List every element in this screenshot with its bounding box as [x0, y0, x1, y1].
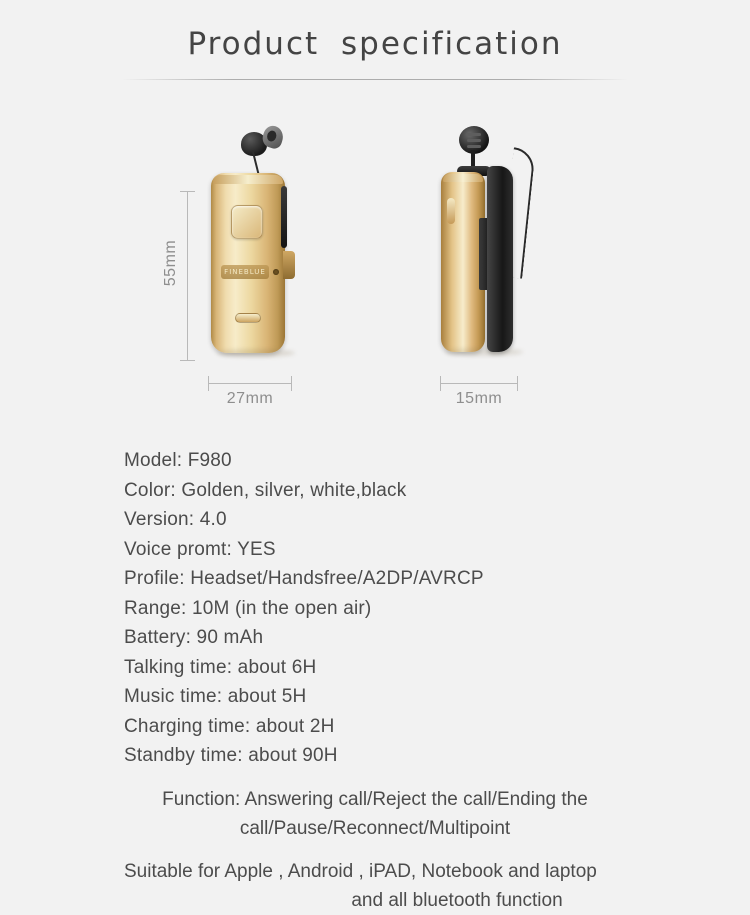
- page-header: [0, 0, 750, 80]
- spec-item: Version: 4.0: [124, 509, 227, 530]
- spec-item: Range: 10M (in the open air): [124, 597, 372, 619]
- dimension-cap-right: [517, 376, 518, 391]
- spec-item: Charging time: about 2H: [124, 715, 335, 737]
- volume-rocker: [283, 251, 295, 279]
- compatibility-line-1: Suitable for Apple , Android , iPAD, Notebook and laptop: [124, 860, 597, 882]
- dimension-line-horizontal: [208, 383, 292, 384]
- side-width-dimension-label: 15mm: [455, 390, 503, 407]
- dimension-cap-top: [180, 191, 195, 192]
- spec-item: Standby time: about 90H: [124, 745, 338, 766]
- spec-item: Music time: about 5H: [124, 686, 307, 707]
- compatibility-line-2: and all bluetooth function: [351, 889, 563, 911]
- back-clip-front: [281, 186, 287, 248]
- multifunction-button: [231, 205, 263, 239]
- product-image-area: [0, 106, 750, 436]
- headset-front-view: [203, 126, 303, 376]
- function-line-2: call/Pause/Reconnect/Multipoint: [239, 817, 511, 839]
- body-side-strip: [443, 174, 483, 182]
- dimension-cap-left: [208, 376, 209, 391]
- front-width-dimension-label: 27mm: [226, 390, 274, 407]
- led-indicator-icon: [273, 269, 279, 275]
- spec-item: Profile: Headset/Handsfree/A2DP/AVRCP: [124, 568, 484, 589]
- dimension-line-horizontal: [440, 383, 518, 384]
- device-body-front: [211, 173, 285, 353]
- dimension-line-vertical: [187, 191, 188, 361]
- dimension-cap-right: [291, 376, 292, 391]
- charging-port: [235, 313, 261, 323]
- drop-shadow-side: [445, 348, 523, 356]
- spec-item: Talking time: about 6H: [124, 656, 317, 678]
- height-dimension-label: 55mm: [162, 239, 180, 287]
- spec-item: Voice promt: YES: [124, 538, 276, 560]
- spec-item: Color: Golden, silver, white,black: [124, 479, 407, 501]
- drop-shadow: [217, 349, 295, 357]
- headset-side-view: [435, 114, 545, 376]
- brand-label: FINEBLUE: [224, 268, 266, 276]
- side-button: [447, 198, 455, 224]
- specification-list: [124, 446, 750, 771]
- page-title: Product specification: [187, 26, 563, 62]
- dimension-cap-left: [440, 376, 441, 391]
- dimension-cap-bottom: [180, 360, 195, 361]
- compatibility-description: [124, 857, 750, 915]
- spec-item: Battery: 90 mAh: [124, 627, 264, 648]
- body-top-strip: [213, 175, 283, 184]
- back-clip-side: [487, 166, 513, 352]
- function-description: [0, 785, 750, 843]
- function-line-1: Function: Answering call/Reject the call/Ending the: [162, 788, 588, 810]
- title-divider: [122, 79, 628, 80]
- spec-item: Model: F980: [124, 450, 232, 471]
